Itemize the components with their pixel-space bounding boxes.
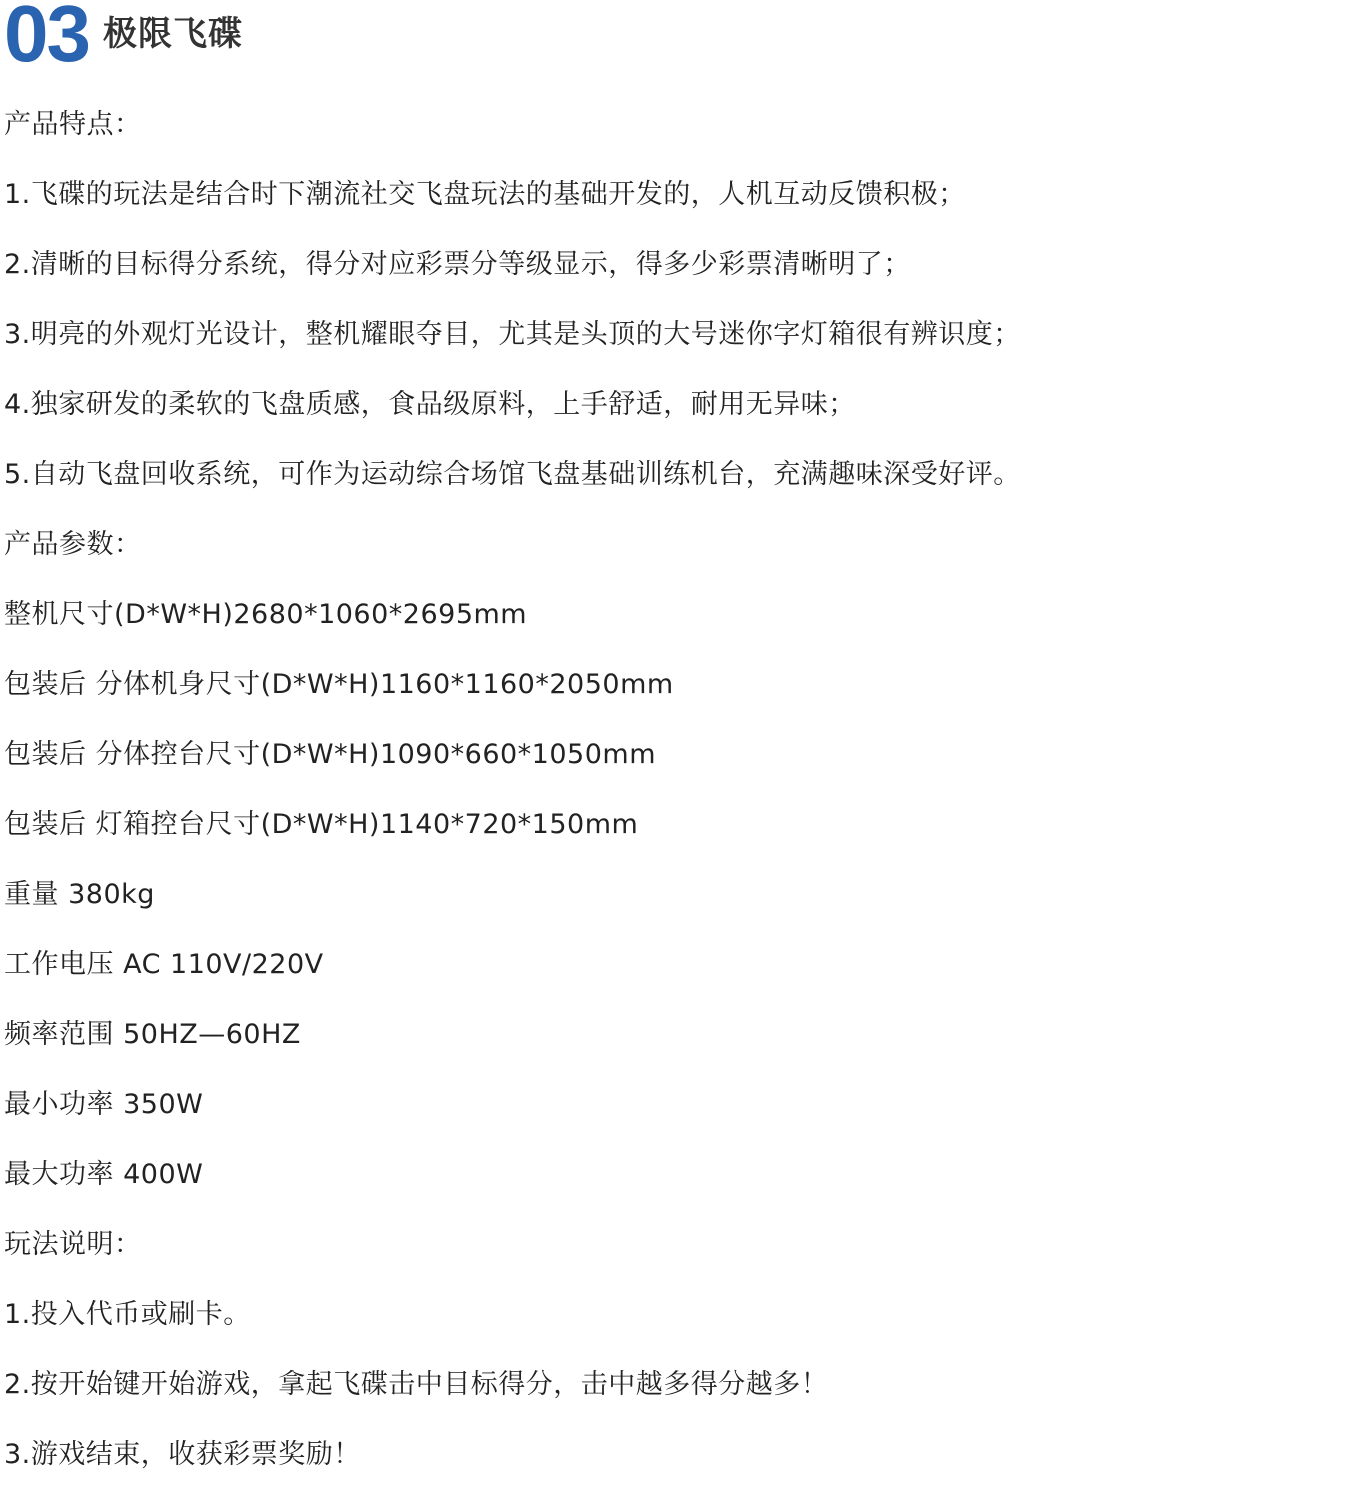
gameplay-heading: 玩法说明： xyxy=(4,1229,142,1260)
param-item: 最小功率 350W xyxy=(4,1089,204,1120)
gameplay-item: 2.按开始键开始游戏，拿起飞碟击中目标得分，击中越多得分越多！ xyxy=(4,1369,829,1400)
section-header xyxy=(4,0,243,76)
section-number: 03 xyxy=(4,0,89,78)
gameplay-item: 3.游戏结束，收获彩票奖励！ xyxy=(4,1439,361,1470)
feature-item: 3.明亮的外观灯光设计，整机耀眼夺目，尤其是头顶的大号迷你字灯箱很有辨识度； xyxy=(4,319,1021,350)
param-item: 重量 380kg xyxy=(4,879,155,910)
feature-item: 4.独家研发的柔软的飞盘质感，食品级原料，上手舒适，耐用无异味； xyxy=(4,389,856,420)
param-item: 包装后 分体机身尺寸(D*W*H)1160*1160*2050mm xyxy=(4,669,674,700)
params-heading: 产品参数： xyxy=(4,529,142,560)
param-item: 最大功率 400W xyxy=(4,1159,204,1190)
product-description xyxy=(4,90,1354,1490)
feature-item: 2.清晰的目标得分系统，得分对应彩票分等级显示，得多少彩票清晰明了； xyxy=(4,249,911,280)
param-item: 包装后 分体控台尺寸(D*W*H)1090*660*1050mm xyxy=(4,739,657,770)
param-item: 频率范围 50HZ—60HZ xyxy=(4,1019,301,1050)
feature-item: 5.自动飞盘回收系统，可作为运动综合场馆飞盘基础训练机台，充满趣味深受好评。 xyxy=(4,459,1021,490)
gameplay-item: 1.投入代币或刷卡。 xyxy=(4,1299,251,1330)
param-item: 包装后 灯箱控台尺寸(D*W*H)1140*720*150mm xyxy=(4,809,639,840)
param-item: 整机尺寸(D*W*H)2680*1060*2695mm xyxy=(4,599,528,630)
section-title: 极限飞碟 xyxy=(102,14,243,54)
feature-item: 1.飞碟的玩法是结合时下潮流社交飞盘玩法的基础开发的，人机互动反馈积极； xyxy=(4,179,966,210)
param-item: 工作电压 AC 110V/220V xyxy=(4,949,324,980)
features-heading: 产品特点： xyxy=(4,109,142,140)
